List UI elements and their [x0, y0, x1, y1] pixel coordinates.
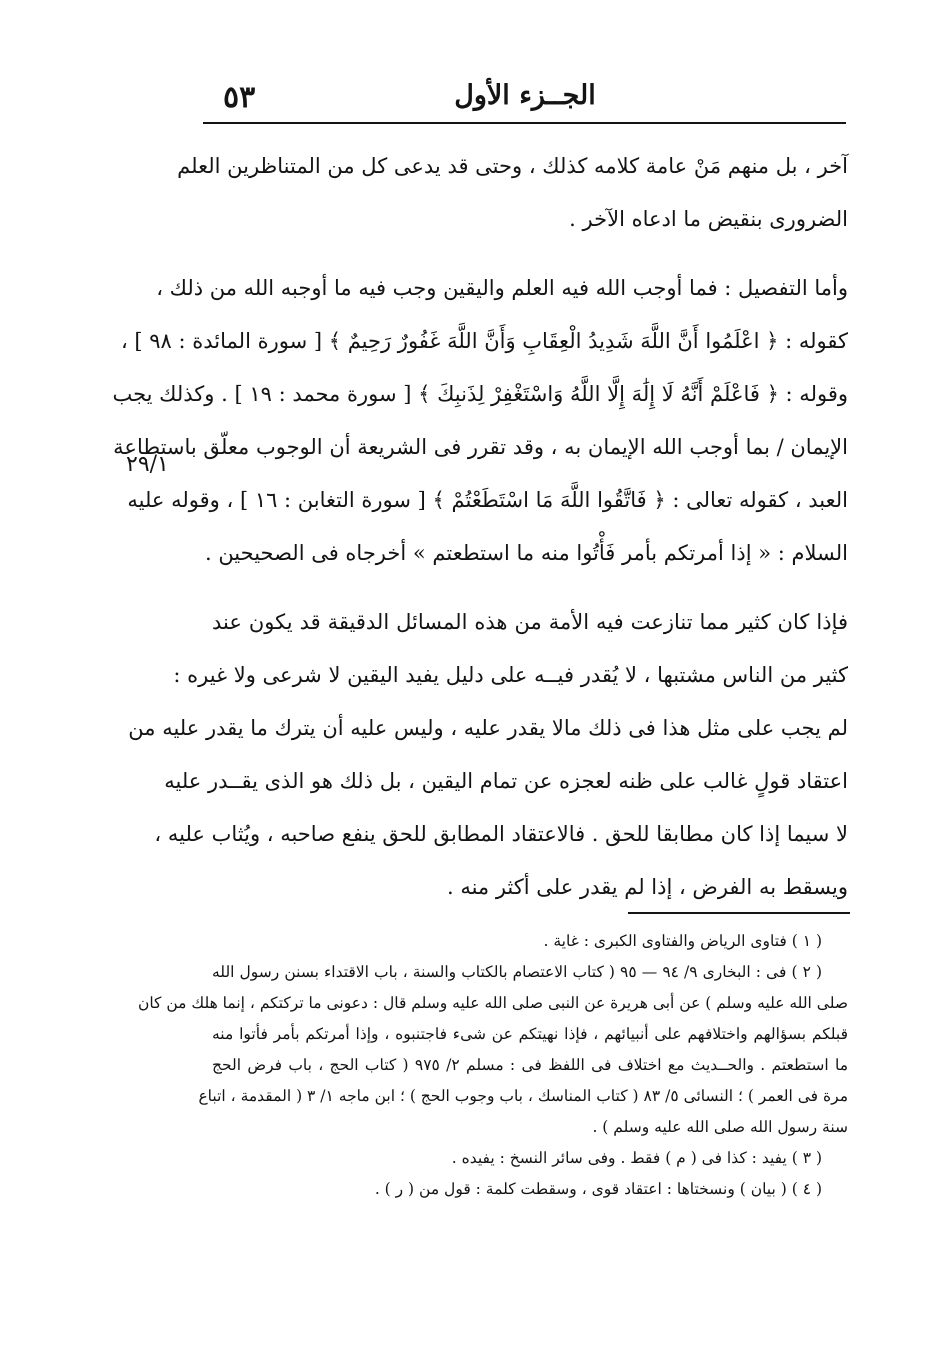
footnote-line: ( ٣ ) يفيد : كذا فى ( م ) فقط . وفى سائر النسخ : يفيده .	[451, 1149, 822, 1167]
page-number: ٥٣	[223, 80, 256, 115]
footnote-line: مرة فى العمر ) ؛ النسائى ٥/ ٨٣ ( كتاب المناسك ، باب وجوب الحج ) ؛ ابن ماجه ١/ ٣ ( المقدمة ، اتباع	[198, 1087, 848, 1105]
footnote-line: صلى الله عليه وسلم ) عن أبى هريرة عن النبى صلى الله عليه وسلم قال : دعونى ما تركتكم ، إنما هلك من كان	[137, 994, 848, 1012]
footnote-rule	[628, 912, 850, 914]
header-rule	[203, 122, 846, 124]
running-title: الجــزء الأول	[454, 80, 596, 111]
footnote-line: قبلكم بسؤالهم واختلافهم على أنبيائهم ، فإذا نهيتكم عن شىء فاجتنبوه ، وإذا أمرتكم بأمر فأتوا منه	[212, 1025, 848, 1043]
footnote-line: ما استطعتم . والحــديث مع اختلاف فى اللفظ فى : مسلم ٢/ ٩٧٥ ( كتاب الحج ، باب فرض الحج	[212, 1056, 848, 1074]
text-line: آخر ، بل منهم مَنْ عامة كلامه كذلك ، وحتى قد يدعى كل من المتناظرين العلم	[177, 154, 848, 178]
margin-reference: ٢٩/١	[126, 452, 169, 477]
text-line: ويسقط به الفرض ، إذا لم يقدر على أكثر منه .	[446, 875, 848, 899]
text-line: الإيمان / بما أوجب الله الإيمان به ، وقد تقرر فى الشريعة أن الوجوب معلّق باستطاعة	[113, 435, 848, 459]
footnotes	[137, 926, 848, 1205]
text-line: لا سيما إذا كان مطابقا للحق . فالاعتقاد المطابق للحق ينفع صاحبه ، ويُثاب عليه ،	[154, 822, 848, 846]
text-line: كقوله : ﴿ اعْلَمُوا أَنَّ اللَّهَ شَدِيدُ الْعِقَابِ وَأَنَّ اللَّهَ غَفُورٌ رَحِيمٌ ﴾ [ سورة المائدة : ٩٨ ] ،	[120, 329, 848, 353]
text-line: فإذا كان كثير مما تنازعت فيه الأمة من هذه المسائل الدقيقة قد يكون عند	[212, 610, 848, 634]
text-line: وأما التفصيل : فما أوجب الله فيه العلم واليقين وجب فيه ما أوجبه الله من ذلك ،	[156, 276, 848, 300]
text-line: وقوله : ﴿ فَاعْلَمْ أَنَّهُ لَا إِلَٰهَ إِلَّا اللَّهُ وَاسْتَغْفِرْ لِذَنبِكَ ﴾ [ سورة محمد : ١٩ ] . وكذلك يجب	[112, 382, 848, 406]
text-line: الضرورى بنقيض ما ادعاه الآخر .	[569, 207, 848, 231]
text-line: كثير من الناس مشتبها ، لا يُقدر فيــه على دليل يفيد اليقين لا شرعى ولا غيره :	[173, 663, 848, 687]
footnote-line: سنة رسول الله صلى الله عليه وسلم ) .	[592, 1118, 848, 1136]
text-line: اعتقاد قولٍ غالب على ظنه لعجزه عن تمام اليقين ، بل ذلك هو الذى يقــدر عليه	[164, 769, 848, 793]
page-header	[205, 76, 845, 118]
footnote-line: ( ٤ ) ( بيان ) ونسختاها : اعتقاد قوى ، وسقطت كلمة : قول من ( ر ) .	[374, 1180, 822, 1198]
text-line: لم يجب على مثل هذا فى ذلك مالا يقدر عليه ، وليس عليه أن يترك ما يقدر عليه من	[128, 716, 848, 740]
footnote-line: ( ١ ) فتاوى الرياض والفتاوى الكبرى : غاية .	[543, 932, 822, 950]
footnote-line: ( ٢ ) فى : البخارى ٩/ ٩٤ — ٩٥ ( كتاب الاعتصام بالكتاب والسنة ، باب الاقتداء بسنن رسول الله	[212, 963, 823, 981]
text-line: السلام : « إذا أمرتكم بأمر فَأْتُوا منه ما استطعتم » أخرجاه فى الصحيحين .	[204, 541, 848, 565]
text-line: العبد ، كقوله تعالى : ﴿ فَاتَّقُوا اللَّهَ مَا اسْتَطَعْتُمْ ﴾ [ سورة التغابن : ١٦ ] ، وقوله عليه	[127, 488, 848, 512]
